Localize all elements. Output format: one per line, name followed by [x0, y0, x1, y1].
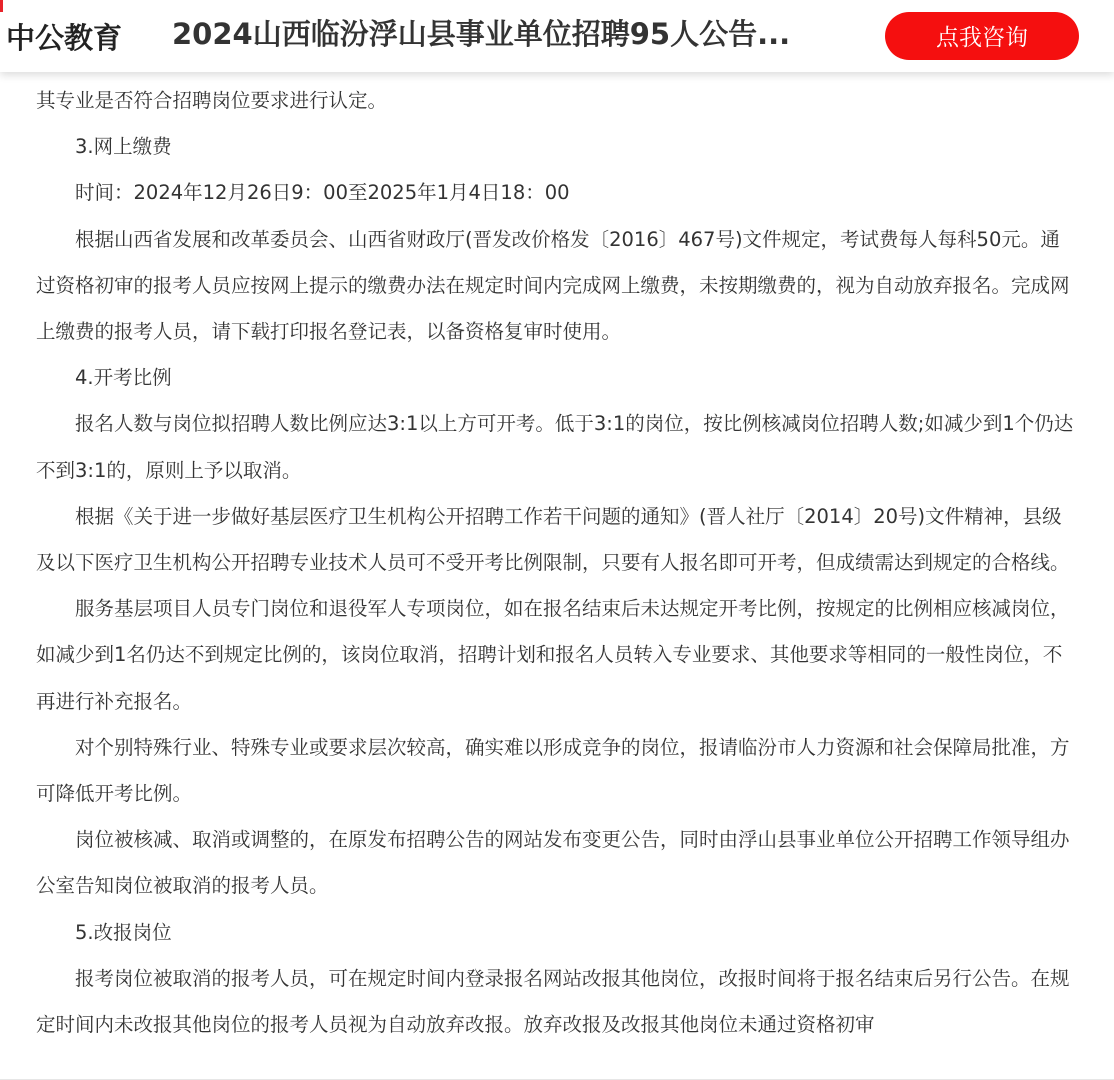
section-heading: 5.改报岗位: [75, 920, 172, 944]
paragraph: 对个别特殊行业、特殊专业或要求层次较高，确实难以形成竞争的岗位，报请临汾市人力资源和社会保障局批准，方可降低开考比例。: [36, 735, 1070, 806]
paragraph: 根据山西省发展和改革委员会、山西省财政厅(晋发改价格发〔2016〕467号)文件规定，考试费每人每科50元。通过资格初审的报考人员应按网上提示的缴费办法在规定时间内完成网上缴费，未按期缴费的，视为自动放弃报名。完成网上缴费的报考人员，请下载打印报名登记表，以备资格复审时使用。: [36, 227, 1070, 344]
section-heading: 3.网上缴费: [75, 135, 172, 159]
section-heading: 4.开考比例: [75, 366, 172, 390]
paragraph: 时间：2024年12月26日9：00至2025年1月4日18：00: [75, 181, 570, 205]
paragraph: 报名人数与岗位拟招聘人数比例应达3:1以上方可开考。低于3:1的岗位，按比例核减岗位招聘人数;如减少到1个仍达不到3:1的，原则上予以取消。: [36, 412, 1074, 482]
paragraph: 岗位被核减、取消或调整的，在原发布招聘公告的网站发布变更公告，同时由浮山县事业单位公开招聘工作领导组办公室告知岗位被取消的报考人员。: [36, 828, 1070, 898]
paragraph: 服务基层项目人员专门岗位和退役军人专项岗位，如在报名结束后未达规定开考比例，按规定的比例相应核减岗位，如减少到1名仍达不到规定比例的，该岗位取消，招聘计划和报名人员转入专业要求、其他要求等相同的一般性岗位，不再进行补充报名。: [36, 597, 1070, 713]
paragraph: 报考岗位被取消的报考人员，可在规定时间内登录报名网站改报其他岗位，改报时间将于报名结束后另行公告。在规定时间内未改报其他岗位的报考人员视为自动放弃改报。放弃改报及改报其他岗位未通过资格初审: [36, 966, 1070, 1037]
consult-button[interactable]: 点我咨询: [885, 12, 1079, 60]
brand-logo-text[interactable]: 中公教育: [6, 21, 123, 55]
top-header: [0, 0, 1114, 72]
article-body: [36, 78, 1076, 1048]
paragraph: 根据《关于进一步做好基层医疗卫生机构公开招聘工作若干问题的通知》(晋人社厅〔2014〕20号)文件精神，县级及以下医疗卫生机构公开招聘专业技术人员可不受开考比例限制，只要有人报名即可开考，但成绩需达到规定的合格线。: [36, 504, 1070, 575]
page-title: 2024山西临汾浮山县事业单位招聘95人公告...: [172, 17, 791, 51]
paragraph: 其专业是否符合招聘岗位要求进行认定。: [36, 89, 388, 112]
brand-accent-mark: [0, 0, 3, 12]
